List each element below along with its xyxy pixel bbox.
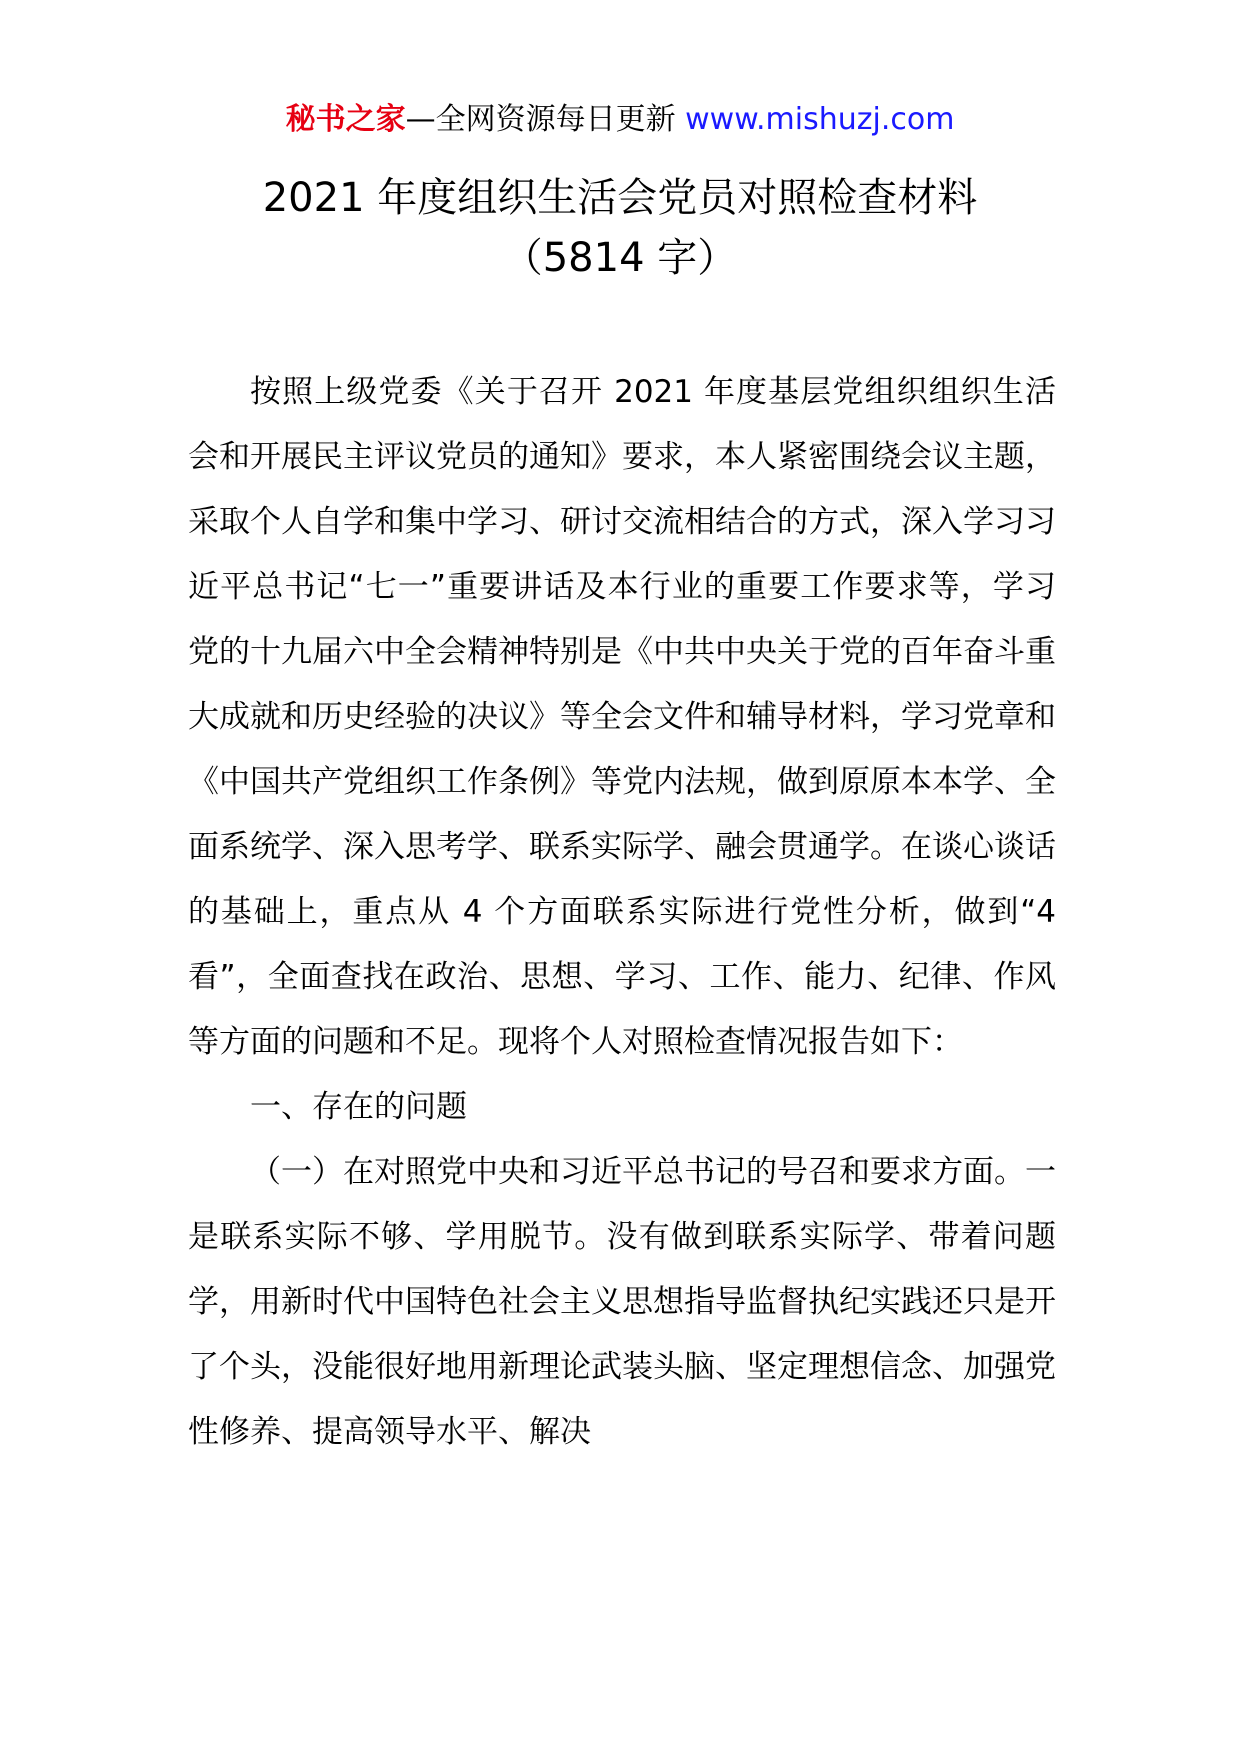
site-url-link[interactable]: www.mishuzj.com: [685, 102, 955, 137]
site-tagline: —全网资源每日更新: [405, 102, 686, 137]
paragraph-section-1: （一）在对照党中央和习近平总书记的号召和要求方面。一是联系实际不够、学用脱节。没有做到联系实际学、带着问题学，用新时代中国特色社会主义思想指导监督执纪实践还只是开了个头，没能很好地用新理论武装头脑、坚定理想信念、加强党性修养、提高领导水平、解决: [188, 1154, 1056, 1450]
document-body: [188, 360, 1056, 1465]
paragraph-intro: 按照上级党委《关于召开 2021 年度基层党组织组织生活会和开展民主评议党员的通知》要求，本人紧密围绕会议主题，采取个人自学和集中学习、研讨交流相结合的方式，深入学习习近平总书记“七一”重要讲话及本行业的重要工作要求等，学习党的十九届六中全会精神特别是《中共中央关于党的百年奋斗重大成就和历史经验的决议》等全会文件和辅导材料，学习党章和《中国共产党组织工作条例》等党内法规，做到原原本本学、全面系统学、深入思考学、联系实际学、融会贯通学。在谈心谈话的基础上，重点从 4 个方面联系实际进行党性分析，做到“4 看”，全面查找在政治、思想、学习、工作、能力、纪律、作风等方面的问题和不足。现将个人对照检查情况报告如下：: [188, 374, 1056, 1060]
title-line-1: 2021 年度组织生活会党员对照检查材料: [262, 175, 978, 221]
site-header: [0, 100, 1240, 140]
document-title: [0, 168, 1240, 288]
section-heading-problems: 一、存在的问题: [250, 1089, 467, 1125]
title-line-2: （5814 字）: [502, 235, 738, 281]
site-brand: 秘书之家: [285, 102, 406, 137]
